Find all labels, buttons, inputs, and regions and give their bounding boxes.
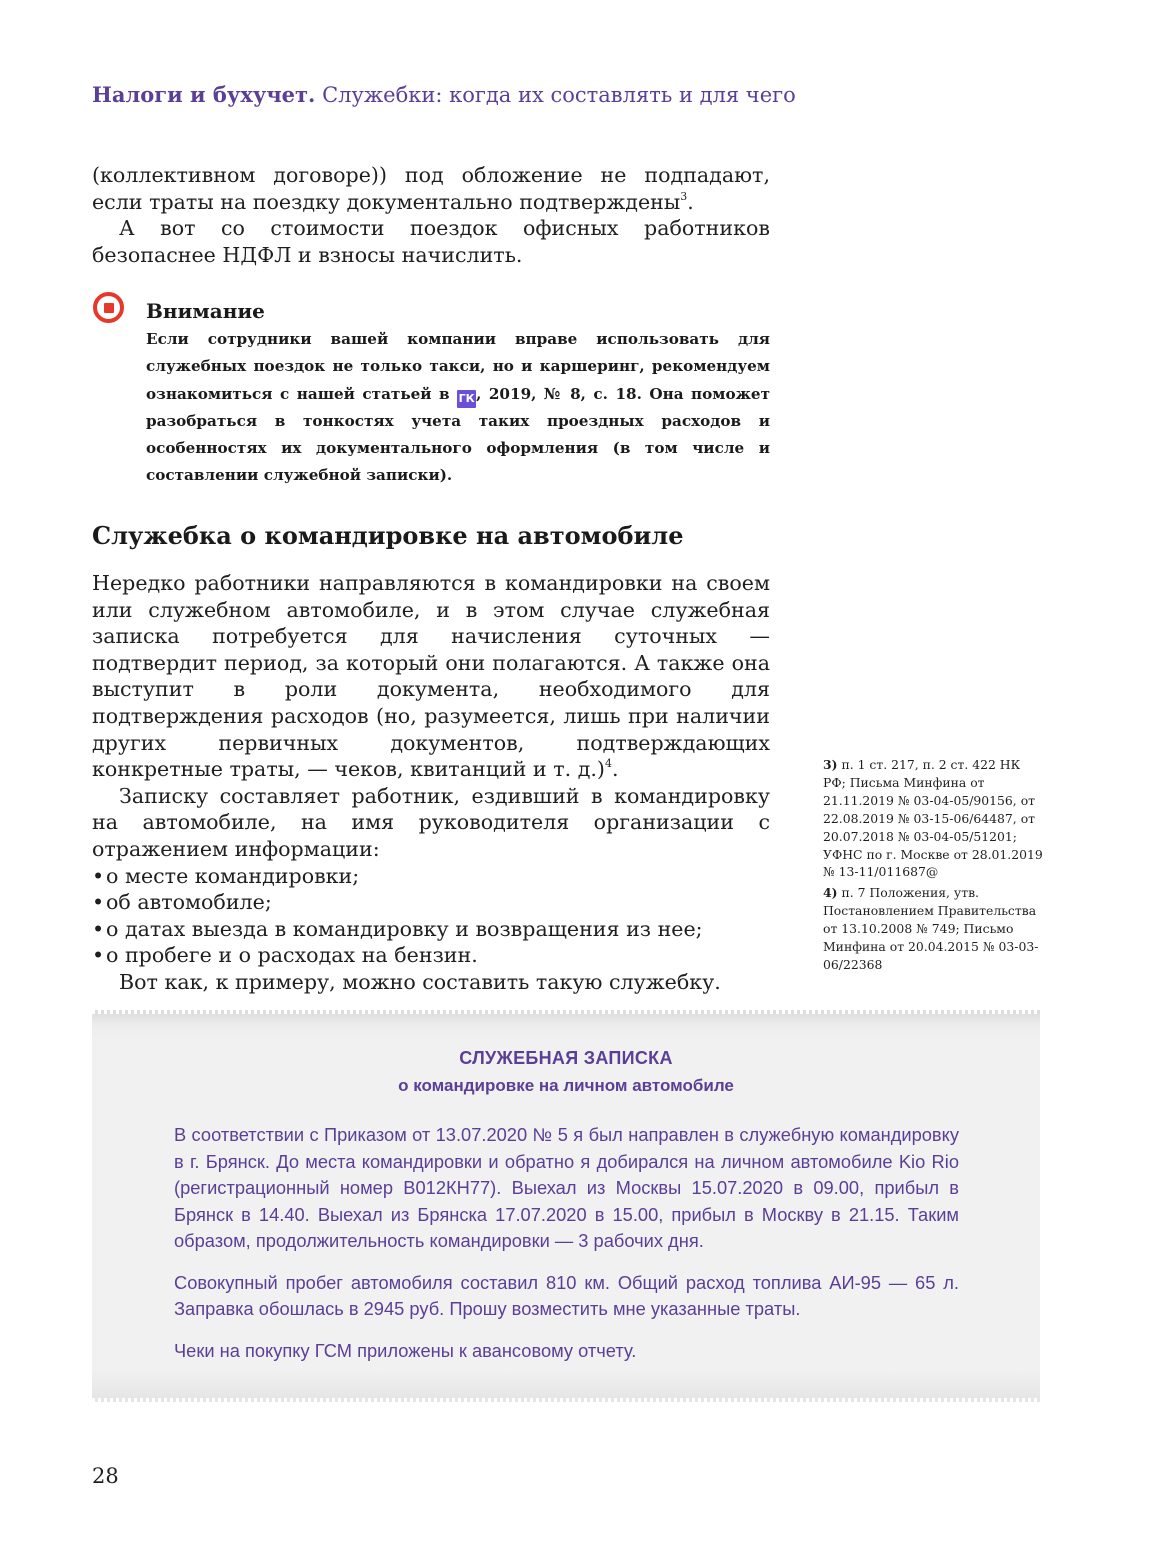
section-paragraph-1: [92, 570, 770, 783]
info-list: [92, 863, 770, 969]
gk-logo-icon: ГК: [457, 390, 476, 408]
memo-body: [174, 1122, 959, 1379]
list-item: • о месте командировки;: [92, 863, 770, 890]
section-p1-text: Нередко работники направляются в командировки на своем или служебном автомобиле, и в этом случае служебная записка потребуется для начисления суточных — подтвердит период, за который они полагаются. А также она выступит в роли документа, необходимого для подтверждения расходов (но, разумеется, лишь при наличии других первичных документов, подтверждающих конкретные траты, — чеков, квитанций и т. д.): [92, 571, 770, 782]
footnote-4: [823, 884, 1043, 974]
intro-p1-text: (коллективном договоре)) под обложение не подпадают, если траты на поездку документально подтверждены: [92, 163, 770, 214]
footnote-3: [823, 756, 1043, 881]
memo-title: СЛУЖЕБНАЯ ЗАПИСКА: [459, 1048, 673, 1068]
memo-subtitle: о командировке на личном автомобиле: [398, 1076, 734, 1095]
footnote-number: 4): [823, 885, 838, 901]
section-heading: Служебка о командировке на автомобиле: [92, 521, 684, 550]
section-paragraph-3: Вот как, к примеру, можно составить такую служебку.: [119, 969, 721, 994]
header-section: Налоги и бухучет.: [92, 82, 316, 107]
attention-text-start: Если сотрудники вашей компании вправе использовать для служебных поездок не только такси, но и каршеринг, рекомендуем ознакомиться с нашей статьей в: [146, 330, 770, 403]
footnotes: [823, 756, 1043, 977]
intro-paragraph-2: А вот со стоимости поездок офисных работников безопаснее НДФЛ и взносы начислить.: [92, 216, 770, 267]
memo-paragraph: В соответствии с Приказом от 13.07.2020 № 5 я был направлен в служебную командировку в г. Брянск. До места командировки и обратно я добирался на личном автомобиле Kio Rio (регистрационный номер В012КН77). Выехал из Москвы 15.07.2020 в 09.00, прибыл в Брянск в 14.40. Выехал из Брянска 17.07.2020 в 15.00, прибыл в Москву в 21.15. Таким образом, продолжительность командировки — 3 рабочих дня.: [174, 1124, 959, 1251]
list-item: • об автомобиле;: [92, 889, 770, 916]
header-title: Служебки: когда их составлять и для чего: [322, 83, 796, 107]
footnote-ref-3[interactable]: 3: [680, 189, 688, 203]
intro-text: [92, 162, 770, 268]
attention-title: Внимание: [146, 299, 265, 323]
intro-p1-end: .: [687, 189, 694, 214]
memo-paragraph: Чеки на покупку ГСМ приложены к авансовому отчету.: [174, 1339, 637, 1361]
memo-example: [92, 1010, 1040, 1402]
list-item: • о датах выезда в командировку и возвращения из нее;: [92, 916, 770, 943]
footnote-number: 3): [823, 757, 838, 772]
intro-paragraph-1: [92, 162, 770, 215]
footnote-text: п. 1 ст. 217, п. 2 ст. 422 НК РФ; Письма Минфина от 21.11.2019 № 03-04-05/90156, от 22.08.2019 № 03-15-06/64487, от 20.07.2018 № 03-04-05/51201; УФНС по г. Москве от 28.01.2019 № 13-11/011687@: [823, 757, 1043, 880]
memo-paragraph: Совокупный пробег автомобиля составил 810 км. Общий расход топлива АИ-95 — 65 л. Заправка обошлась в 2945 руб. Прошу возместить мне указанные траты.: [174, 1271, 959, 1319]
footnote-ref-4[interactable]: 4: [604, 757, 612, 771]
section-p1-end: .: [611, 757, 619, 782]
section-text: [92, 570, 770, 996]
running-header: [92, 82, 796, 107]
attention-text-end: , 2019, № 8, с. 18. Она поможет разобраться в тонкостях учета таких проездных расходов и особенностях их документального оформления (в том числе и составлении служебной записки).: [146, 384, 771, 485]
footnote-text: п. 7 Положения, утв. Постановлением Правительства от 13.10.2008 № 749; Письмо Минфина от 20.04.2015 № 03-03-06/22368: [823, 885, 1039, 972]
attention-text: [146, 326, 770, 490]
stop-icon: [93, 292, 124, 323]
section-paragraph-2: Записку составляет работник, ездивший в командировку на автомобиле, на имя руководителя организации с отражением информации:: [92, 783, 770, 861]
page-number: 28: [92, 1464, 119, 1488]
list-item: • о пробеге и о расходах на бензин.: [92, 942, 770, 969]
